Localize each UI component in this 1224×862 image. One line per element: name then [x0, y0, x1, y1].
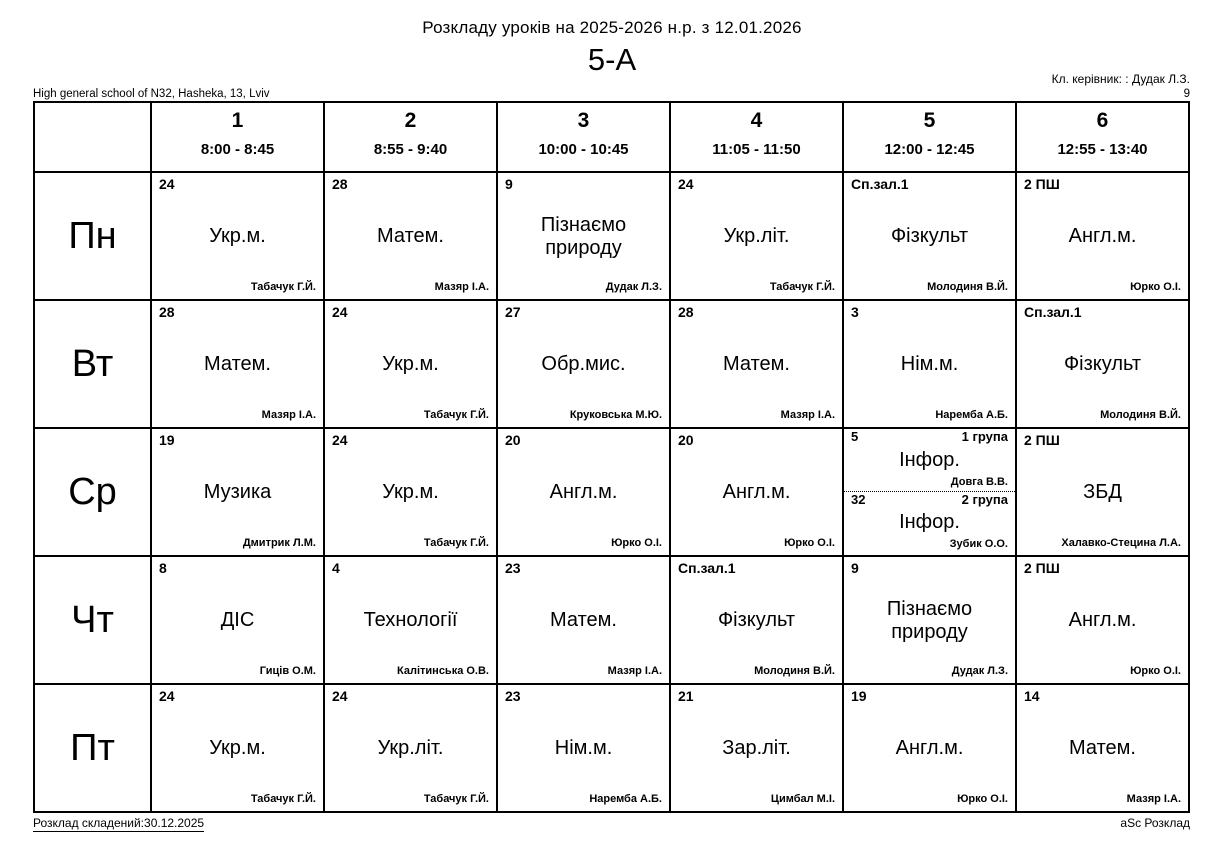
- room-number: 23: [505, 560, 521, 576]
- subject-name: Обр.мис.: [541, 353, 626, 375]
- teacher-name: Дмитрик Л.М.: [242, 537, 316, 549]
- teacher-name: Халавко-Стецина Л.А.: [1061, 537, 1181, 549]
- teacher-name: Мазяр І.А.: [1126, 793, 1181, 805]
- teacher-name: Дудак Л.З.: [951, 665, 1008, 677]
- group-lesson: [844, 429, 1015, 491]
- teacher-name: Круковська М.Ю.: [569, 409, 662, 421]
- room-number: Сп.зал.1: [678, 560, 736, 576]
- subject-name: ЗБД: [1083, 481, 1122, 503]
- room-number: 24: [159, 688, 175, 704]
- subject-name: Укр.м.: [382, 481, 439, 503]
- teacher-name: Мазяр І.А.: [607, 665, 662, 677]
- teacher-name: Табачук Г.Й.: [769, 281, 835, 293]
- corner-cell: [34, 102, 151, 172]
- teacher-name: Довга В.В.: [950, 476, 1008, 488]
- room-number: 28: [678, 304, 694, 320]
- room-number: 32: [851, 492, 866, 507]
- subject-name: Інфор.: [899, 511, 960, 533]
- teacher-name: Табачук Г.Й.: [423, 409, 489, 421]
- subject-name: Матем.: [204, 353, 271, 375]
- subject-name: Укр.м.: [382, 353, 439, 375]
- subject-name: Музика: [203, 481, 272, 503]
- lesson-cell: [497, 300, 670, 428]
- day-row-Чт: [34, 556, 1189, 684]
- lesson-cell: [497, 172, 670, 300]
- room-number: 20: [678, 432, 694, 448]
- lesson-cell: [151, 428, 324, 556]
- lesson-cell: [151, 684, 324, 812]
- period-time: 8:55 - 9:40: [373, 141, 448, 158]
- group-label: 1 група: [961, 429, 1008, 444]
- teacher-name: Наремба А.Б.: [589, 793, 662, 805]
- subject-name: Матем.: [550, 609, 617, 631]
- class-name: 5-А: [587, 42, 637, 77]
- room-number: 9: [505, 176, 513, 192]
- lesson-cell: [497, 556, 670, 684]
- subject-name: Фізкульт: [1063, 353, 1142, 375]
- lesson-cell: [497, 428, 670, 556]
- teacher-name: Цимбал М.І.: [770, 793, 835, 805]
- subject-name: Англ.м.: [1068, 225, 1137, 247]
- teacher-name: Табачук Г.Й.: [423, 537, 489, 549]
- room-number: 14: [1024, 688, 1040, 704]
- period-header-6: [1016, 102, 1189, 172]
- lesson-cell: [151, 172, 324, 300]
- room-number: 24: [678, 176, 694, 192]
- day-label: Вт: [34, 300, 151, 428]
- subject-name: Зар.літ.: [722, 737, 791, 759]
- subject-name: Фізкульт: [717, 609, 796, 631]
- subject-name: Пізнаємо природу: [886, 597, 973, 643]
- period-header-2: [324, 102, 497, 172]
- room-number: 8: [159, 560, 167, 576]
- room-number: 4: [332, 560, 340, 576]
- day-row-Пт: [34, 684, 1189, 812]
- group-lesson: [844, 491, 1015, 553]
- subject-name: Англ.м.: [722, 481, 791, 503]
- teacher-name: Юрко О.І.: [784, 537, 835, 549]
- teacher-name: Молодиня В.Й.: [927, 281, 1008, 293]
- room-number: 28: [159, 304, 175, 320]
- room-number: 19: [159, 432, 175, 448]
- period-time: 12:55 - 13:40: [1057, 141, 1148, 158]
- room-number: 21: [678, 688, 694, 704]
- day-row-Пн: [34, 172, 1189, 300]
- teacher-name: Юрко О.І.: [1130, 665, 1181, 677]
- teacher-name: Табачук Г.Й.: [250, 793, 316, 805]
- subject-name: Укр.м.: [209, 737, 266, 759]
- teacher-name: Гиців О.М.: [259, 665, 316, 677]
- room-number: 2 ПШ: [1024, 560, 1060, 576]
- room-number: 20: [505, 432, 521, 448]
- room-number: 24: [332, 432, 348, 448]
- room-number: 2 ПШ: [1024, 432, 1060, 448]
- teacher-name: Табачук Г.Й.: [250, 281, 316, 293]
- period-number: 6: [1096, 109, 1109, 132]
- period-header-row: [34, 102, 1189, 172]
- subject-name: Пізнаємо природу: [540, 213, 627, 259]
- footer-brand: aSc Розклад: [1120, 816, 1190, 830]
- subject-name: Укр.м.: [209, 225, 266, 247]
- lesson-cell: [843, 556, 1016, 684]
- teacher-name: Мазяр І.А.: [261, 409, 316, 421]
- teacher-name: Юрко О.І.: [1130, 281, 1181, 293]
- teacher-name: Молодиня В.Й.: [1100, 409, 1181, 421]
- period-time: 10:00 - 10:45: [538, 141, 629, 158]
- period-time: 11:05 - 11:50: [712, 141, 801, 158]
- lesson-cell: [324, 300, 497, 428]
- subject-name: Англ.м.: [549, 481, 618, 503]
- room-number: 24: [332, 304, 348, 320]
- document-title: Розкладу уроків на 2025-2026 н.р. з 12.01.2026: [422, 18, 802, 37]
- footer: [33, 816, 1190, 832]
- teacher-name: Юрко О.І.: [957, 793, 1008, 805]
- day-label: Чт: [34, 556, 151, 684]
- teacher-name: Калітинська О.В.: [397, 665, 489, 677]
- day-label: Ср: [34, 428, 151, 556]
- lesson-cell: [843, 684, 1016, 812]
- class-teacher-label: Кл. керівник: : Дудак Л.З.: [1051, 72, 1190, 86]
- room-number: 2 ПШ: [1024, 176, 1060, 192]
- room-number: Сп.зал.1: [1024, 304, 1082, 320]
- lesson-cell: [324, 556, 497, 684]
- page-number: 9: [1183, 88, 1190, 100]
- school-name: High general school of N32, Hasheka, 13, Lviv: [33, 88, 270, 100]
- room-number: Сп.зал.1: [851, 176, 909, 192]
- subject-name: Укр.літ.: [723, 225, 790, 247]
- room-number: 3: [851, 304, 859, 320]
- lesson-cell: [670, 428, 843, 556]
- subject-name: Нім.м.: [554, 737, 613, 759]
- footer-created-date: Розклад складений:30.12.2025: [33, 816, 205, 830]
- period-header-1: [151, 102, 324, 172]
- room-number: 23: [505, 688, 521, 704]
- room-number: 9: [851, 560, 859, 576]
- lesson-cell: [1016, 172, 1189, 300]
- subject-name: ДІС: [220, 609, 255, 631]
- period-number: 1: [231, 109, 244, 132]
- day-row-Ср: [34, 428, 1189, 556]
- lesson-cell: [670, 684, 843, 812]
- day-row-Вт: [34, 300, 1189, 428]
- lesson-cell: [497, 684, 670, 812]
- subject-name: Матем.: [377, 225, 444, 247]
- subject-name: Англ.м.: [895, 737, 964, 759]
- subject-name: Технології: [363, 609, 458, 631]
- room-number: 27: [505, 304, 521, 320]
- pre-table-row: [33, 88, 1190, 101]
- subject-name: Фізкульт: [890, 225, 969, 247]
- room-number: 28: [332, 176, 348, 192]
- day-label: Пн: [34, 172, 151, 300]
- lesson-cell: [1016, 684, 1189, 812]
- lesson-cell: [324, 684, 497, 812]
- period-number: 3: [577, 109, 590, 132]
- room-number: 5: [851, 429, 859, 444]
- room-number: 24: [159, 176, 175, 192]
- lesson-cell: [843, 172, 1016, 300]
- subject-name: Матем.: [723, 353, 790, 375]
- teacher-name: Мазяр І.А.: [434, 281, 489, 293]
- period-time: 8:00 - 8:45: [200, 141, 275, 158]
- period-number: 4: [750, 109, 763, 132]
- subject-name: Укр.літ.: [377, 737, 444, 759]
- teacher-name: Молодиня В.Й.: [754, 665, 835, 677]
- lesson-cell: [670, 300, 843, 428]
- lesson-cell: [324, 172, 497, 300]
- class-header: [0, 40, 1224, 88]
- subject-name: Англ.м.: [1068, 609, 1137, 631]
- lesson-cell: [1016, 300, 1189, 428]
- room-number: 24: [332, 688, 348, 704]
- lesson-cell: [843, 428, 1016, 556]
- lesson-cell: [1016, 556, 1189, 684]
- teacher-name: Мазяр І.А.: [780, 409, 835, 421]
- lesson-cell: [670, 172, 843, 300]
- teacher-name: Дудак Л.З.: [605, 281, 662, 293]
- period-number: 2: [404, 109, 417, 132]
- period-header-4: [670, 102, 843, 172]
- teacher-name: Табачук Г.Й.: [423, 793, 489, 805]
- period-header-3: [497, 102, 670, 172]
- teacher-name: Юрко О.І.: [611, 537, 662, 549]
- lesson-cell: [324, 428, 497, 556]
- subject-name: Нім.м.: [900, 353, 959, 375]
- lesson-cell: [670, 556, 843, 684]
- period-number: 5: [923, 109, 936, 132]
- period-header-5: [843, 102, 1016, 172]
- lesson-cell: [151, 556, 324, 684]
- room-number: 19: [851, 688, 867, 704]
- subject-name: Матем.: [1069, 737, 1136, 759]
- lesson-cell: [151, 300, 324, 428]
- period-time: 12:00 - 12:45: [884, 141, 975, 158]
- teacher-name: Зубик О.О.: [949, 538, 1008, 550]
- group-label: 2 група: [961, 492, 1008, 507]
- lesson-cell: [843, 300, 1016, 428]
- day-label: Пт: [34, 684, 151, 812]
- subject-name: Інфор.: [899, 448, 960, 471]
- teacher-name: Наремба А.Б.: [935, 409, 1008, 421]
- lesson-cell: [1016, 428, 1189, 556]
- timetable: [33, 101, 1190, 813]
